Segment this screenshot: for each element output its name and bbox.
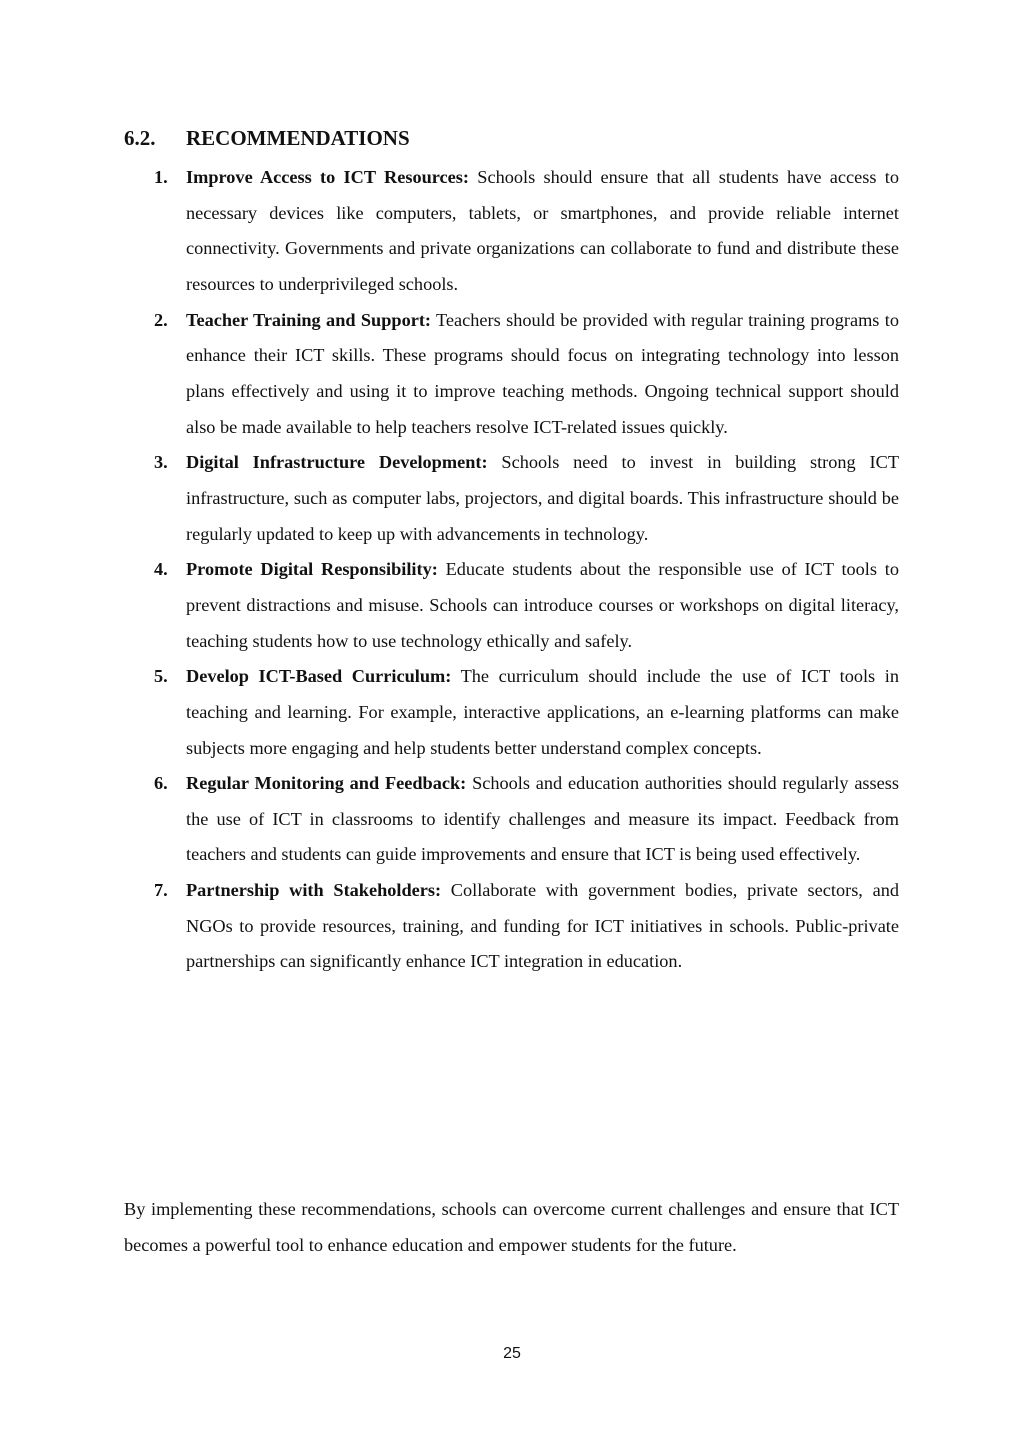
recommendation-item-1 — [150, 160, 899, 303]
recommendation-item-2 — [150, 303, 899, 446]
recommendation-item-5 — [150, 659, 899, 766]
recommendations-list — [150, 160, 899, 980]
item-title: Partnership with Stakeholders: — [186, 880, 442, 901]
page-number: 25 — [503, 1345, 521, 1362]
conclusion-paragraph: By implementing these recommendations, schools can overcome current challenges and ensure that ICT becomes a powerful tool to enhance education and empower students for the future. — [124, 1199, 899, 1255]
item-text: Teachers should be provided with regular training programs to enhance their ICT skills. These programs should focus on integrating technology into lesson plans effectively and using it to improve teaching methods. Ongoing technical support should also be made available to help teachers resolve ICT-related issues quickly. — [186, 309, 899, 437]
item-number: 3. — [154, 452, 168, 473]
item-text: Collaborate with government bodies, private sectors, and NGOs to provide resources, training, and funding for ICT initiatives in schools. Public-private partnerships can significantly enhance ICT integration in education. — [186, 880, 899, 972]
recommendation-item-6 — [150, 766, 899, 873]
item-number: 1. — [154, 167, 168, 187]
item-title: Teacher Training and Support: — [186, 309, 431, 330]
item-text: Schools should ensure that all students have access to necessary devices like computers, tablets, or smartphones, and provide reliable internet connectivity. Governments and private organizations can collaborate to fund and distribute these resources to underprivileged schools. — [186, 167, 899, 294]
item-text: Schools and education authorities should regularly assess the use of ICT in classrooms to identify challenges and measure its impact. Feedback from teachers and students can guide improvements and ensure that ICT is being used effectively. — [186, 773, 899, 865]
item-title: Develop ICT-Based Curriculum: — [186, 666, 452, 687]
section-number: 6.2. — [124, 126, 156, 150]
recommendation-item-3 — [150, 445, 899, 552]
recommendation-item-7 — [150, 873, 899, 980]
item-number: 5. — [154, 666, 168, 687]
section-heading — [124, 124, 410, 152]
item-title: Improve Access to ICT Resources: — [186, 167, 469, 187]
item-title: Digital Infrastructure Development: — [186, 452, 488, 473]
item-number: 2. — [154, 309, 168, 330]
item-number: 7. — [154, 880, 168, 901]
item-number: 6. — [154, 773, 168, 794]
item-text: Educate students about the responsible use of ICT tools to prevent distractions and misuse. Schools can introduce courses or workshops on digital literacy, teaching students how to use technology ethically and safely. — [186, 559, 899, 651]
item-number: 4. — [154, 559, 168, 580]
item-title: Promote Digital Responsibility: — [186, 559, 438, 580]
item-text: Schools need to invest in building strong ICT infrastructure, such as computer labs, projectors, and digital boards. This infrastructure should be regularly updated to keep up with advancements in technology. — [186, 452, 899, 544]
recommendation-item-4 — [150, 552, 899, 659]
item-title: Regular Monitoring and Feedback: — [186, 773, 467, 794]
section-title: RECOMMENDATIONS — [186, 126, 410, 150]
item-text: The curriculum should include the use of ICT tools in teaching and learning. For example, interactive applications, an e-learning platforms can make subjects more engaging and help students better understand complex concepts. — [186, 666, 899, 758]
